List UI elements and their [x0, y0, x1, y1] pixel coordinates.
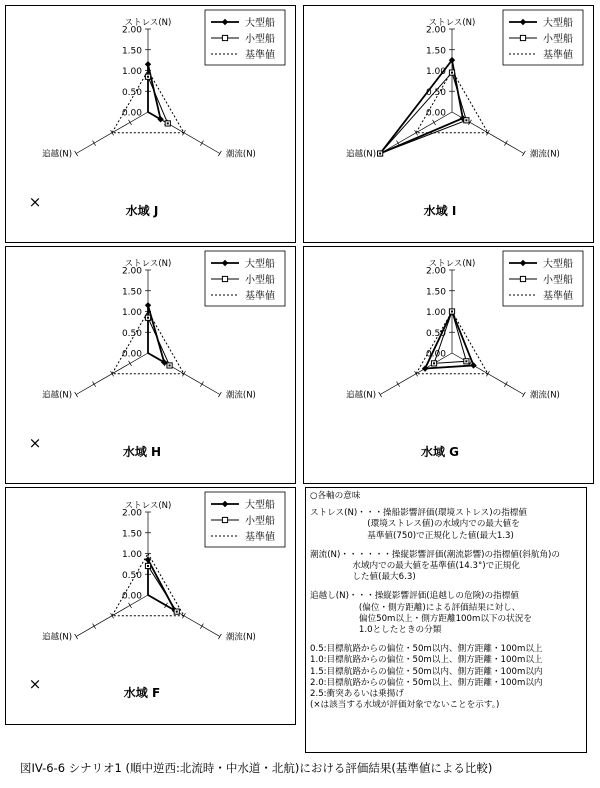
notes-scale-line: (×は該当する水域が評価対象でないことを示す。) — [310, 700, 500, 711]
tick-label: 0.00 — [121, 591, 142, 602]
legend-marker-small — [520, 276, 525, 281]
point-large — [145, 61, 151, 67]
tick-label: 1.00 — [425, 308, 446, 318]
axis-tick — [200, 141, 203, 146]
axis-label-current: 潮流(N) — [529, 149, 560, 160]
legend-label-base: 基準値 — [543, 291, 573, 302]
point-small-inner — [465, 119, 467, 121]
legend-label-large: 大型船 — [245, 18, 275, 29]
notes-current-line: 水域内での最大値を基準値(14.3°)で正規化 — [352, 561, 520, 572]
legend-label-base: 基準値 — [245, 50, 275, 61]
tick-label: 2.00 — [121, 25, 142, 36]
axis-tick — [504, 141, 507, 146]
axis-label-overtake: 追越(N) — [42, 632, 73, 643]
tick-label: 1.50 — [425, 46, 446, 57]
point-large — [422, 365, 428, 371]
axis-tick — [200, 382, 203, 387]
axis-tick — [129, 120, 132, 125]
axis-tick — [93, 382, 96, 387]
axis-label-current: 潮流(N) — [225, 149, 256, 160]
legend-label-large: 大型船 — [543, 259, 573, 270]
point-small-inner — [167, 122, 169, 124]
point-small-inner — [433, 362, 435, 364]
point-small-inner — [379, 153, 381, 155]
point-small-inner — [169, 364, 171, 366]
notes-overtake-line: 1.0としたときの分類 — [358, 625, 442, 636]
chart-title: 水域 H — [122, 445, 162, 459]
notes-current-line: ・・・・・・操縦影響評価(潮流影響)の指標値(斜航角)の — [340, 549, 560, 560]
legend-label-large: 大型船 — [543, 18, 573, 29]
tick-label: 1.50 — [425, 287, 446, 298]
tick-label: 1.00 — [425, 67, 446, 77]
notes-current-key: 潮流(N) — [310, 549, 341, 560]
tick-label: 0.50 — [121, 87, 142, 98]
legend-marker-small — [222, 276, 227, 281]
axis-label-stress: ストレス(N) — [124, 259, 172, 269]
tick-label: 0.50 — [425, 87, 446, 98]
notes-stress-key: ストレス(N) — [310, 508, 358, 519]
tick-label: 0.50 — [425, 328, 446, 339]
chart-title: 水域 J — [125, 204, 159, 218]
tick-label: 0.50 — [121, 328, 142, 339]
notes-overtake-line: 偏位50m以上・側方距離100m以下の状況を — [358, 613, 532, 624]
axis-tick — [433, 120, 436, 125]
axis-label-stress: ストレス(N) — [428, 259, 476, 269]
notes-overtake-line: ・・・操縦影響評価(追越しの危険)の指標値 — [348, 591, 519, 602]
notes-overtake-line: (偏位・側方距離)による評価結果に対し、 — [358, 602, 521, 613]
notes-scale-line: 1.5:目標航路からの偏位・50m以内、側方距離・100m以内 — [310, 666, 543, 677]
series-small — [148, 566, 177, 612]
legend-label-small: 小型船 — [245, 275, 275, 286]
axis-label-overtake: 追越(N) — [346, 149, 377, 160]
axis-tick — [75, 151, 78, 156]
axis-tick — [129, 361, 132, 366]
notes-header: ○各軸の意味 — [310, 491, 361, 501]
axis-tick — [218, 392, 221, 397]
tick-label: 0.50 — [121, 570, 142, 581]
legend-label-small: 小型船 — [543, 34, 573, 45]
point-small-inner — [451, 72, 453, 74]
axis-tick — [129, 603, 132, 608]
notes-scale-line: 2.5:衝突あるいは乗揚げ — [310, 689, 404, 700]
legend-marker-small — [222, 35, 227, 40]
tick-label: 1.00 — [121, 550, 142, 560]
axis-tick — [200, 624, 203, 629]
tick-label: 0.00 — [121, 349, 142, 360]
chart-title: 水域 F — [123, 686, 161, 700]
legend-label-small: 小型船 — [543, 275, 573, 286]
axis-meaning-notes — [305, 487, 587, 753]
not-evaluated-mark: × — [28, 434, 42, 452]
notes-scale-line: 1.0:目標航路からの偏位・50m以上、側方距離・100m以上 — [310, 655, 543, 666]
axis-tick — [93, 624, 96, 629]
legend-label-large: 大型船 — [245, 259, 275, 270]
tick-label: 0.00 — [425, 349, 446, 360]
legend-marker-small — [520, 35, 525, 40]
tick-label: 2.00 — [425, 266, 446, 277]
axis-tick — [522, 392, 525, 397]
series-small — [148, 77, 168, 124]
axis-tick — [504, 382, 507, 387]
axis-tick — [93, 141, 96, 146]
legend-marker-small — [222, 517, 227, 522]
not-evaluated-mark: × — [28, 193, 42, 211]
axis-tick — [522, 151, 525, 156]
legend-label-base: 基準値 — [543, 50, 573, 61]
point-large — [470, 362, 476, 368]
tick-label: 1.00 — [121, 308, 142, 318]
notes-overtake-key: 追越し(N) — [310, 591, 349, 602]
point-small-inner — [451, 311, 453, 313]
notes-stress-line: (環境ストレス値)の水域内での最大値を — [367, 519, 520, 530]
point-large — [145, 302, 151, 308]
chart-title: 水域 I — [423, 204, 457, 218]
tick-label: 1.50 — [121, 529, 142, 540]
notes-stress-line: ・・・操船影響評価(環境ストレス)の指標値 — [357, 508, 527, 519]
axis-tick — [218, 151, 221, 156]
notes-scale-line: 2.0:目標航路からの偏位・50m以上、側方距離・100m以内 — [310, 677, 543, 688]
chart-title: 水域 G — [420, 445, 460, 459]
tick-label: 2.00 — [121, 266, 142, 277]
notes-stress-line: 基準値(750)で正規化した値(最大1.3) — [367, 530, 514, 541]
tick-label: 2.00 — [425, 25, 446, 36]
notes-overtake — [310, 591, 582, 636]
tick-label: 0.00 — [121, 108, 142, 119]
point-small-inner — [465, 360, 467, 362]
series-large — [148, 305, 164, 362]
axis-label-current: 潮流(N) — [225, 390, 256, 401]
not-evaluated-mark: × — [28, 675, 42, 693]
notes-current-line: した値(最大6.3) — [352, 572, 416, 583]
tick-label: 1.50 — [121, 287, 142, 298]
point-small-inner — [147, 565, 149, 567]
axis-label-stress: ストレス(N) — [124, 18, 172, 28]
tick-label: 2.00 — [121, 508, 142, 519]
axis-tick — [397, 382, 400, 387]
legend-label-base: 基準値 — [245, 532, 275, 543]
legend-label-small: 小型船 — [245, 34, 275, 45]
legend-label-small: 小型船 — [245, 516, 275, 527]
figure-caption: 図IV-6-6 シナリオ1 (順中逆西:北流時・中水道・北航)における評価結果(基準値による比較) — [20, 761, 493, 775]
notes-scale — [310, 644, 582, 711]
tick-label: 1.00 — [121, 67, 142, 77]
tick-label: 1.50 — [121, 46, 142, 57]
point-small-inner — [176, 611, 178, 613]
point-small-inner — [147, 76, 149, 78]
axis-label-overtake: 追越(N) — [42, 390, 73, 401]
tick-label: 0.00 — [425, 108, 446, 119]
axis-label-current: 潮流(N) — [225, 632, 256, 643]
axis-label-stress: ストレス(N) — [124, 501, 172, 511]
axis-label-overtake: 追越(N) — [346, 390, 377, 401]
axis-label-stress: ストレス(N) — [428, 18, 476, 28]
notes-scale-line: 0.5:目標航路からの偏位・50m以内、側方距離・100m以上 — [310, 644, 543, 655]
notes-stress — [310, 508, 582, 542]
legend-label-base: 基準値 — [245, 291, 275, 302]
notes-current — [310, 550, 582, 584]
axis-label-current: 潮流(N) — [529, 390, 560, 401]
point-small-inner — [147, 317, 149, 319]
axis-tick — [75, 392, 78, 397]
legend-label-large: 大型船 — [245, 500, 275, 511]
axis-tick — [379, 392, 382, 397]
axis-tick — [75, 634, 78, 639]
axis-label-overtake: 追越(N) — [42, 149, 73, 160]
axis-tick — [218, 634, 221, 639]
